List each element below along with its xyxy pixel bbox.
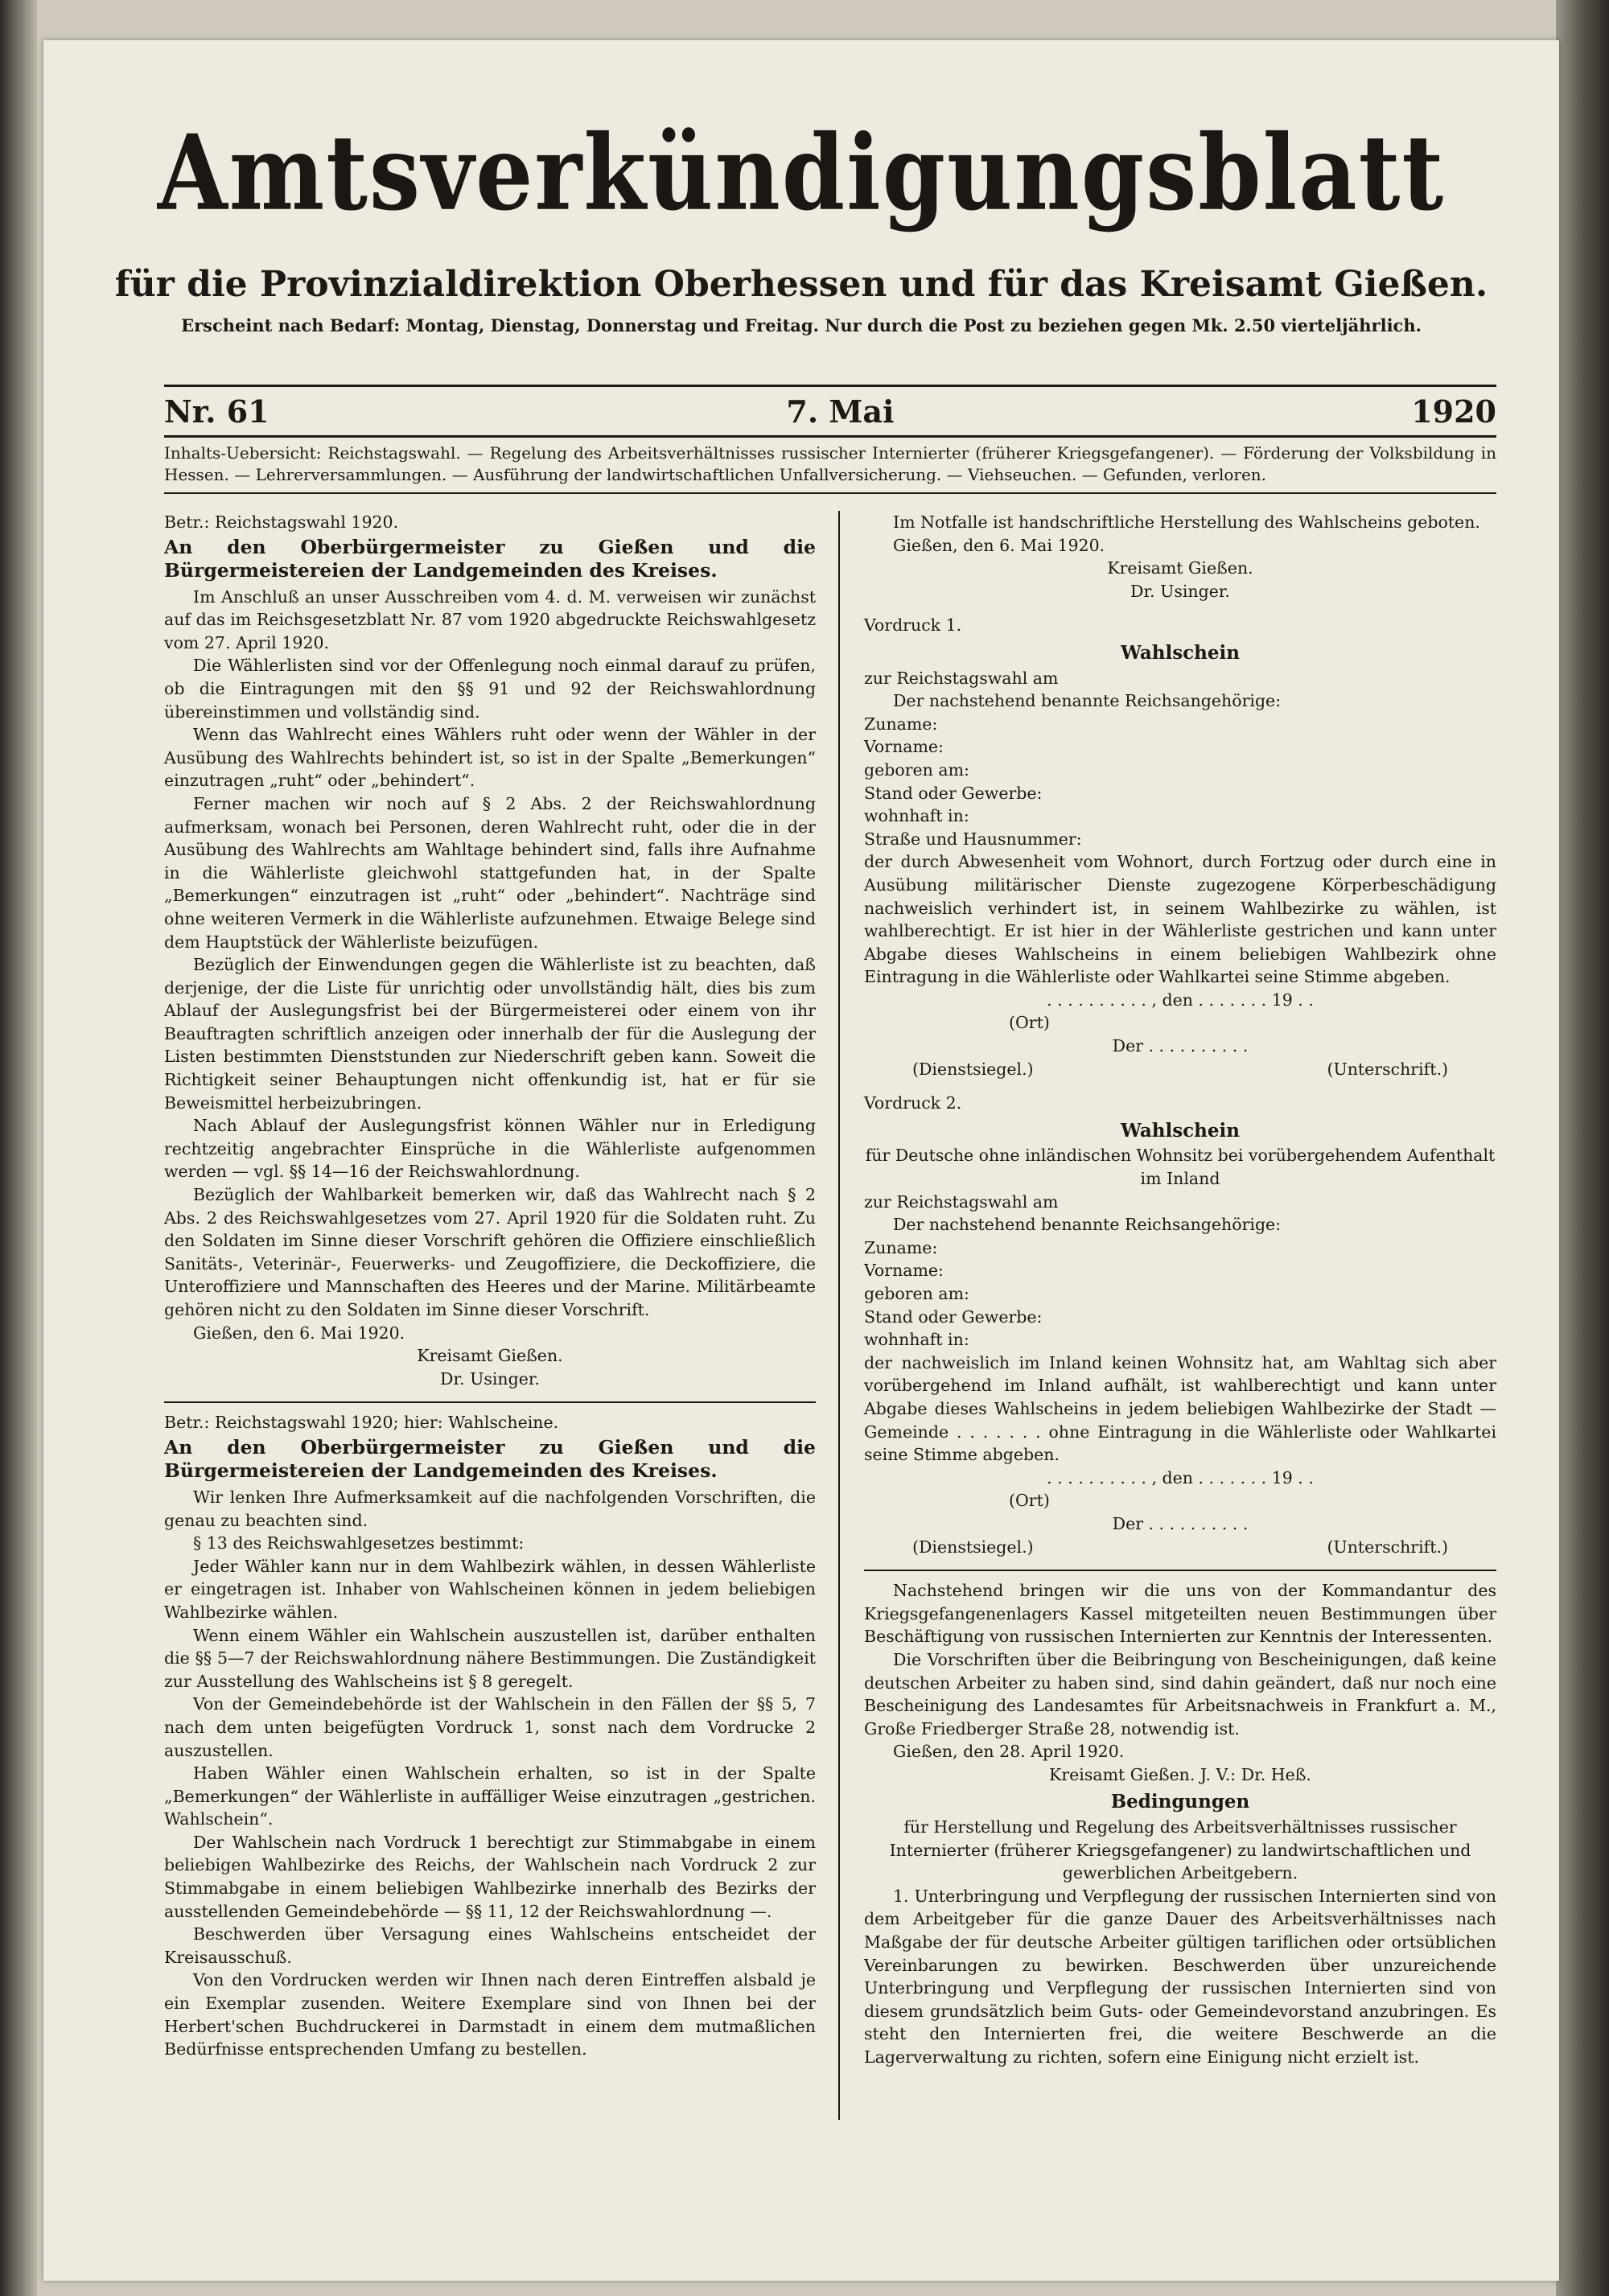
signature: Kreisamt Gießen. J. V.: Dr. Heß. <box>1049 1764 1311 1784</box>
paragraph: Von der Gemeindebehörde ist der Wahlschein in den Fällen der §§ 5, 7 nach dem unten beigefügten Vordruck 1, sonst nach dem Vordrucke 2 auszustellen. <box>164 1694 816 1760</box>
form-body: der nachweislich im Inland keinen Wohnsitz hat, am Wahltag sich aber vorübergehend im Inland aufhält, ist wahlberechtigt und kann unter Abgabe dieses Wahlscheins in jedem beliebigen Wahlbezirke der Stadt — Gemeinde . . . . . . . ohne Eintragung in die Wählerliste oder Wahlkartei seine Stimme abgeben. <box>864 1352 1496 1465</box>
form-field: Straße und Hausnummer: <box>864 829 1082 849</box>
issue-number: Nr. 61 <box>164 393 270 430</box>
article-heading: An den Oberbürgermeister zu Gießen und die Bürgermeistereien der Landgemeinden des Kreises. <box>164 1435 816 1482</box>
paragraph: Jeder Wähler kann nur in dem Wahlbezirk wählen, in dessen Wählerliste er eingetragen ist. Inhaber von Wahlscheinen können in jedem beliebigen Wahlbezirke wählen. <box>164 1556 816 1622</box>
paragraph: Bezüglich der Wahlbarkeit bemerken wir, daß das Wahlrecht nach § 2 Abs. 2 des Reichswahlgesetzes vom 27. April 1920 für die Soldaten ruht. Zu den Soldaten im Sinne dieser Vorschrift gehören die Offiziere einschließlich Sanitäts-, Veterinär-, Feuerwerks- und Zeugoffiziere, die Deckoffiziere, die Unteroffiziere und Mannschaften des Heeres und der Marine. Militärbeamte gehören nicht zu den Soldaten im Sinne dieser Vorschrift. <box>164 1185 816 1319</box>
form-label: Vordruck 2. <box>864 1093 962 1113</box>
paragraph: Die Wählerlisten sind vor der Offenlegung noch einmal darauf zu prüfen, ob die Eintragungen mit den §§ 91 und 92 der Reichswahlordnung übereinstimmen und vollständig sind. <box>164 656 816 722</box>
article-date: Gießen, den 6. Mai 1920. <box>893 535 1105 555</box>
masthead-title: Amtsverkündigungsblatt <box>157 113 1446 234</box>
paragraph: Nach Ablauf der Auslegungsfrist können Wähler nur in Erledigung rechtzeitig angebrachter Einsprüche in die Wählerliste aufgenommen werden — vgl. §§ 14—16 der Reichswahlordnung. <box>164 1116 816 1182</box>
paragraph: Beschwerden über Versagung eines Wahlscheins entscheidet der Kreisausschuß. <box>164 1924 816 1967</box>
signature: Dr. Usinger. <box>440 1368 540 1389</box>
publication-info: Erscheint nach Bedarf: Montag, Dienstag, Donnerstag und Freitag. Nur durch die Post zu beziehen gegen Mk. 2.50 vierteljährlich. <box>181 315 1422 335</box>
form-place-label: (Ort) <box>1009 1013 1050 1033</box>
paragraph: § 13 des Reichswahlgesetzes bestimmt: <box>193 1533 525 1553</box>
paragraph: 1. Unterbringung und Verpflegung der russischen Internierten sind von dem Arbeitgeber für die ganze Dauer des Arbeitsverhältnisses nach Maßgabe der für deutsche Arbeiter gültigen tariflichen oder ortsüblichen Vereinbarungen zu bewirken. Beschwerden über unzureichende Unterbringung und Verpflegung der russischen Internierten sind von diesem grundsätzlich beim Guts- oder Gemeindevorstand anzubringen. Es steht den Internierten frei, die weitere Beschwerde an die Lagerverwaltung zu richten, sofern eine Einigung nicht erzielt ist. <box>864 1886 1496 2067</box>
paragraph: Ferner machen wir noch auf § 2 Abs. 2 der Reichswahlordnung aufmerksam, wonach bei Personen, deren Wahlrecht ruht, oder die in der Ausübung des Wahlrechts am Wahltage behindert sind, falls ihre Aufnahme in die Wählerliste gleichwohl stattgefunden hat, in der Spalte „Bemerkungen“ einzutragen ist „ruht“ oder „behindert“. Nachträge sind ohne weiteren Vermerk in die Wählerliste aufzunehmen. Etwaige Belege sind dem Hauptstück der Wählerliste beizufügen. <box>164 793 816 952</box>
article-date: Gießen, den 6. Mai 1920. <box>193 1323 405 1343</box>
issue-bar <box>164 385 1496 438</box>
contents-divider <box>164 492 1496 494</box>
issuing-office: Kreisamt Gießen. <box>1107 558 1253 578</box>
paragraph: Der Wahlschein nach Vordruck 1 berechtigt zur Stimmabgabe in einem beliebigen Wahlbezirke des Reichs, der Wahlschein nach Vordruck 2 zur Stimmabgabe in einem beliebigen Wahlbezirke innerhalb des Bezirks der ausstellenden Gemeindebehörde — §§ 11, 12 der Reichswahlordnung —. <box>164 1832 816 1921</box>
form-title: Wahlschein <box>1121 1119 1240 1142</box>
form-title: Wahlschein <box>1121 641 1240 664</box>
conditions-subtitle: für Herstellung und Regelung des Arbeitsverhältnisses russischer Internierter (früherer Kriegsgefangener) zu landwirtschaftlichen und gewerblichen Arbeitgebern. <box>889 1817 1471 1883</box>
issue-date: 7. Mai <box>786 393 895 430</box>
article-subject: Betr.: Reichstagswahl 1920. <box>164 512 399 532</box>
form-seal-label: (Dienstsiegel.) <box>912 1537 1034 1557</box>
paragraph: Haben Wähler einen Wahlschein erhalten, so ist in der Spalte „Bemerkungen“ der Wählerliste in auffälliger Weise einzutragen „gestrichen. Wahlschein“. <box>164 1763 816 1829</box>
article-divider <box>164 1401 816 1403</box>
form-field: Zuname: <box>864 1237 938 1257</box>
form-field: Stand oder Gewerbe: <box>864 1306 1043 1327</box>
article-reichstagswahl <box>164 511 816 1390</box>
paragraph: Die Vorschriften über die Beibringung von Bescheinigungen, daß keine deutschen Arbeiter zu haben sind, sind dahin geändert, daß nur noch eine Bescheinigung des Landesamtes für Arbeitsnachweis in Frankfurt a. M., Große Friedberger Straße 28, notwendig ist. <box>864 1649 1496 1738</box>
form-field: Zuname: <box>864 714 938 734</box>
form-field: geboren am: <box>864 1284 969 1303</box>
table-of-contents: Inhalts-Uebersicht: Reichstagswahl. — Regelung des Arbeitsverhältnisses russischer Internierter (früherer Kriegsgefangener). — Förderung der Volksbildung in Hessen. — Lehrerversammlungen. — Ausführung der landwirtschaftlichen Unfallversicherung. — Viehseuchen. — Gefunden, verloren. <box>164 443 1496 484</box>
issuing-office: Kreisamt Gießen. <box>417 1346 563 1366</box>
form-field: wohnhaft in: <box>864 806 969 826</box>
book-binding-edge <box>0 0 37 2296</box>
article-date: Gießen, den 28. April 1920. <box>893 1742 1125 1762</box>
form-seal-label: (Dienstsiegel.) <box>912 1059 1034 1079</box>
paragraph: Von den Vordrucken werden wir Ihnen nach deren Eintreffen alsbald je ein Exemplar zusenden. Weitere Exemplare sind von Ihnen bei der Herbert'schen Buchdruckerei in Darmstadt in einem dem mutmaßlichen Bedürfnisse entsprechenden Umfang zu bestellen. <box>164 1970 816 2059</box>
masthead-subtitle: für die Provinzialdirektion Oberhessen und für das Kreisamt Gießen. <box>114 264 1488 305</box>
form-sign-label: (Unterschrift.) <box>1327 1059 1448 1079</box>
paragraph: Wenn das Wahlrecht eines Wählers ruht oder wenn der Wähler in der Ausübung des Wahlrechts behindert ist, so ist in der Spalte „Bemerkungen“ einzutragen „ruht“ oder „behindert“. <box>164 725 816 791</box>
form-field: Vorname: <box>864 1261 944 1281</box>
form-line: Der nachstehend benannte Reichsangehörige: <box>893 1215 1282 1235</box>
paragraph: Wir lenken Ihre Aufmerksamkeit auf die nachfolgenden Vorschriften, die genau zu beachten sind. <box>164 1487 816 1530</box>
form-sign-label: (Unterschrift.) <box>1327 1537 1448 1557</box>
paragraph: Bezüglich der Einwendungen gegen die Wählerliste ist zu beachten, daß derjenige, der die Liste für unrichtig oder unvollständig hält, dies bis zum Ablauf der Auslegungsfrist bei der Bürgermeisterei oder einem von ihr Beauftragten schriftlich anzeigen oder innerhalb der für die Auslegung der Listen bestimmten Dienststunden zur Niederschrift geben kann. Soweit die Richtigkeit seiner Behauptungen nicht offenkundig ist, hat er für sie Beweismittel herbeizubringen. <box>164 955 816 1113</box>
paragraph: Im Anschluß an unser Ausschreiben vom 4. d. M. verweisen wir zunächst auf das im Reichsgesetzblatt Nr. 87 vom 1920 abgedruckte Reichswahlgesetz vom 27. April 1920. <box>164 586 816 652</box>
conditions-title: Bedingungen <box>1110 1791 1250 1813</box>
form-subtitle: für Deutsche ohne inländischen Wohnsitz bei vorübergehendem Aufenthalt im Inland <box>865 1146 1496 1189</box>
form-vordruck-2 <box>864 1092 1496 1558</box>
form-date-line: . . . . . . . . . . , den . . . . . . . 19 . . <box>1047 990 1314 1010</box>
form-line: zur Reichstagswahl am <box>864 1191 1059 1212</box>
form-line: Der nachstehend benannte Reichsangehörige: <box>893 691 1282 711</box>
form-label: Vordruck 1. <box>864 615 962 636</box>
book-fore-edge <box>1556 0 1609 2296</box>
form-date-line: . . . . . . . . . . , den . . . . . . . 19 . . <box>1047 1467 1314 1487</box>
form-official-line: Der . . . . . . . . . . <box>1112 1513 1249 1533</box>
form-official-line: Der . . . . . . . . . . <box>1112 1036 1249 1056</box>
article-subject: Betr.: Reichstagswahl 1920; hier: Wahlscheine. <box>164 1413 559 1433</box>
column-divider <box>838 511 840 2120</box>
paragraph: Im Notfalle ist handschriftliche Herstellung des Wahlscheins geboten. <box>893 512 1480 532</box>
form-vordruck-1 <box>864 614 1496 1080</box>
left-column <box>164 511 816 2120</box>
form-line: zur Reichstagswahl am <box>864 668 1059 688</box>
signature: Dr. Usinger. <box>1130 581 1230 601</box>
form-field: Vorname: <box>864 737 944 757</box>
form-field: wohnhaft in: <box>864 1330 969 1350</box>
paragraph: Nachstehend bringen wir die uns von der Kommandantur des Kriegsgefangenenlagers Kassel mitgeteilten neuen Bestimmungen über Beschäftigung von russischen Internierten zur Kenntnis der Interessenten. <box>864 1581 1496 1647</box>
form-signature-row <box>864 1536 1496 1559</box>
article-heading: An den Oberbürgermeister zu Gießen und die Bürgermeistereien der Landgemeinden des Kreises. <box>164 535 816 582</box>
form-body: der durch Abwesenheit vom Wohnort, durch Fortzug oder durch eine in Ausübung militärischer Dienste zugezogene Körperbeschädigung nachweislich verhindert ist, in seinem Wahlbezirke zu wählen, ist wahlberechtigt. Er ist hier in der Wählerliste gestrichen und kann unter Abgabe dieses Wahlscheins in einem beliebigen Wahlbezirk ohne Eintragung in die Wählerliste oder Wahlkartei seine Stimme abgeben. <box>864 852 1496 987</box>
form-field: Stand oder Gewerbe: <box>864 783 1043 803</box>
article-russische-internierte <box>864 1579 1496 2068</box>
newspaper-page <box>43 40 1559 2281</box>
form-field: geboren am: <box>864 759 969 780</box>
issue-year: 1920 <box>1411 393 1496 430</box>
form-signature-row <box>864 1058 1496 1081</box>
paragraph: Wenn einem Wähler ein Wahlschein auszustellen ist, darüber enthalten die §§ 5—7 der Reichswahlordnung nähere Bestimmungen. Die Zuständigkeit zur Ausstellung des Wahlscheins ist § 8 geregelt. <box>164 1625 816 1691</box>
form-place-label: (Ort) <box>1009 1491 1050 1511</box>
article-wahlscheine <box>164 1411 816 2060</box>
article-divider <box>864 1570 1496 1571</box>
right-column <box>864 511 1496 2120</box>
